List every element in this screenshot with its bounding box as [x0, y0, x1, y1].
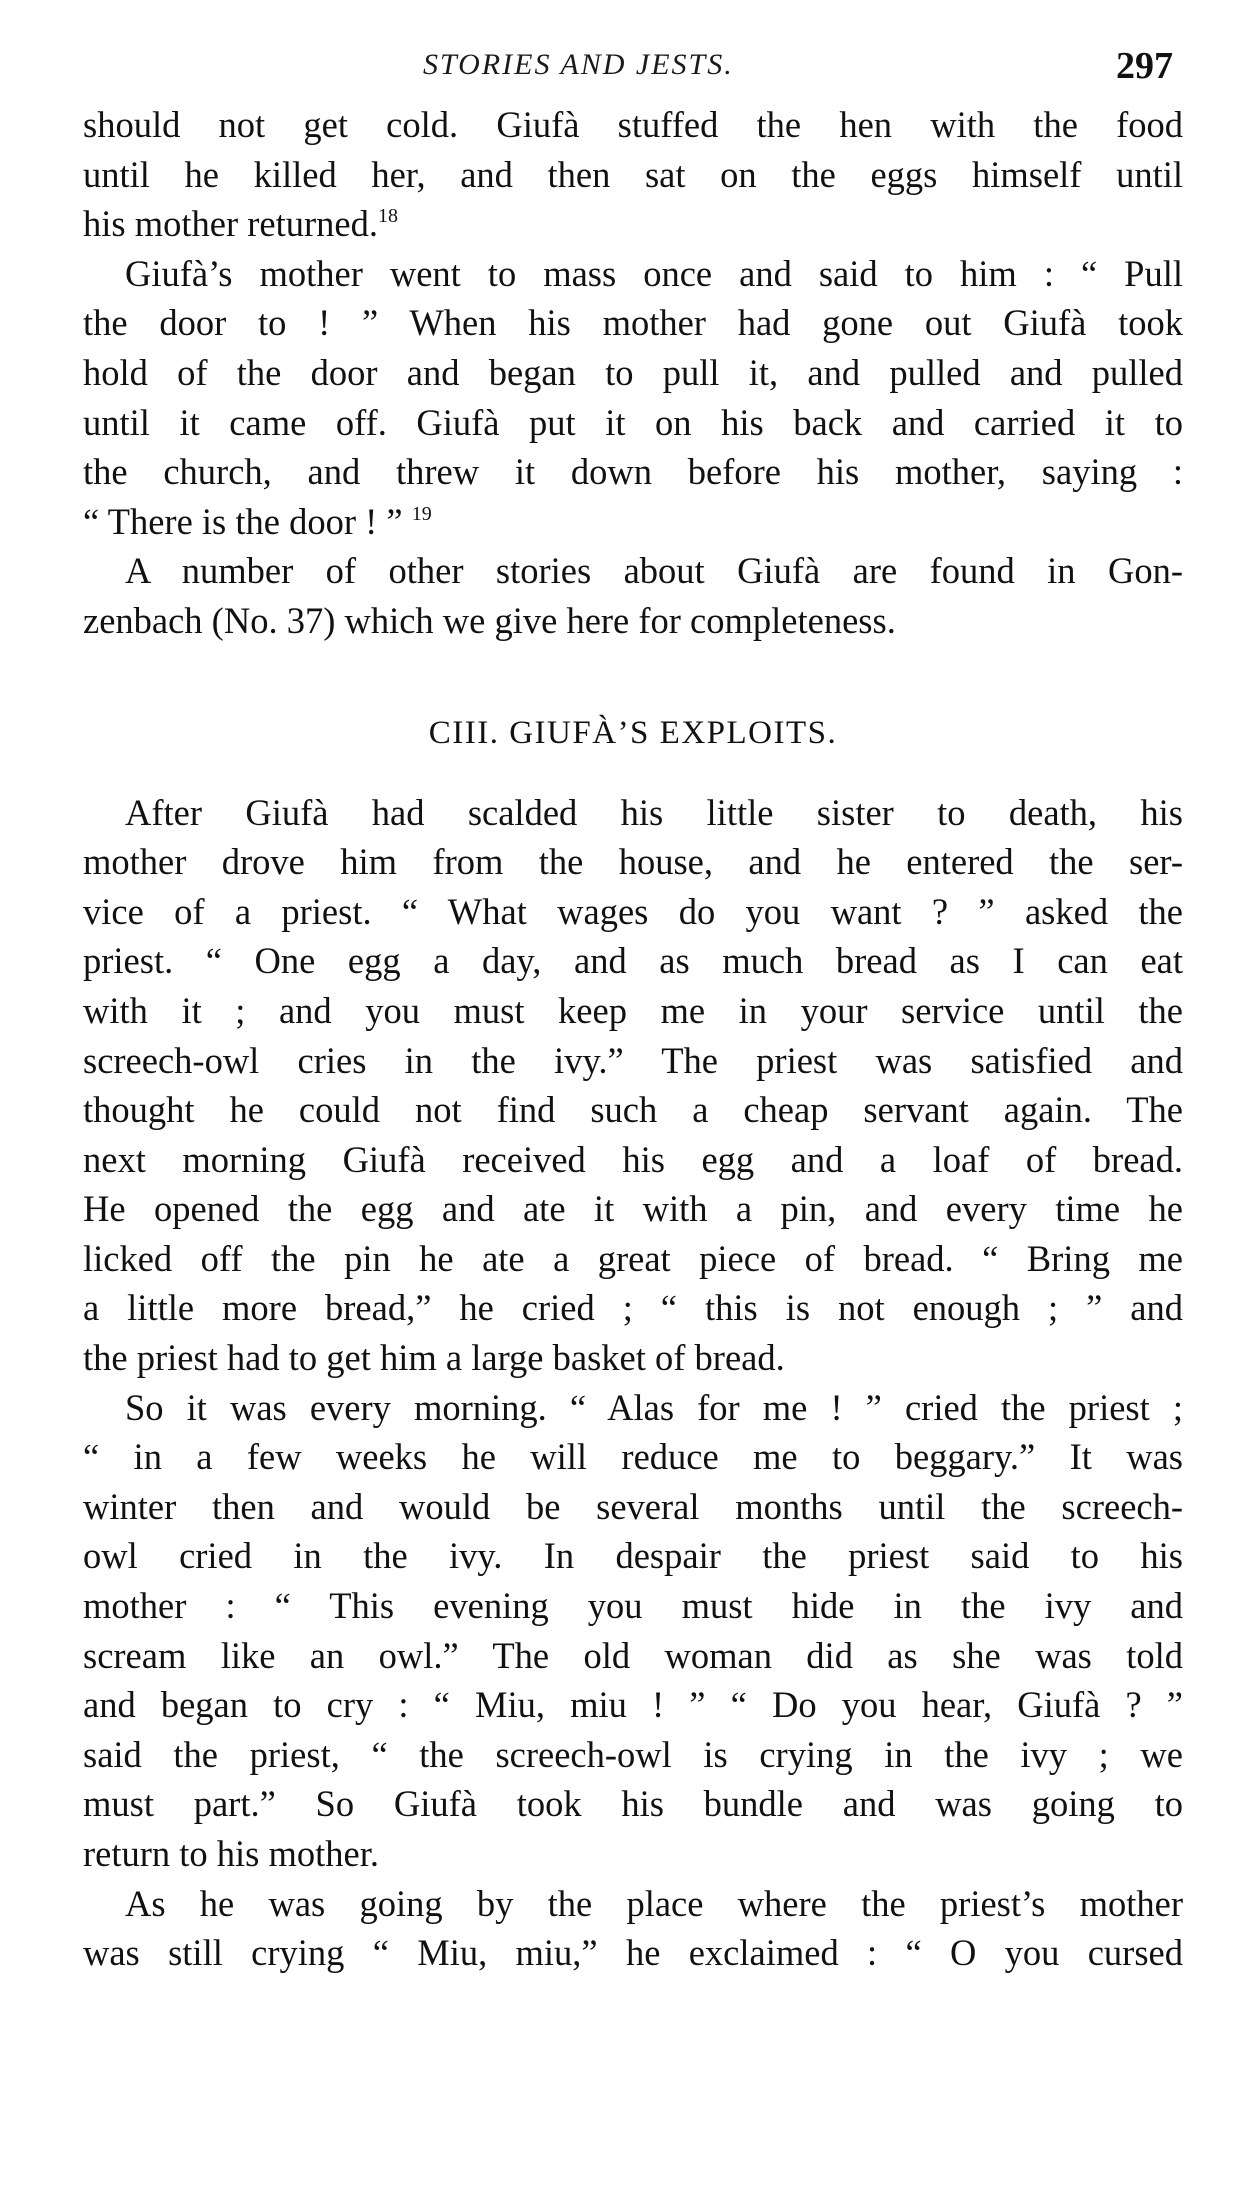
- text-line: “ in a few weeks he will reduce me to beggary.” It was: [83, 1436, 1183, 1478]
- footnote-ref: 18: [377, 205, 398, 228]
- text-line: should not get cold. Giufà stuffed the hen with the food: [83, 104, 1183, 145]
- paragraph-1: [83, 100, 1183, 249]
- text-line: Giufà’s mother went to mass once and said to him : “ Pull: [125, 252, 1183, 294]
- text-line: As he was going by the place where the priest’s mother: [125, 1882, 1183, 1924]
- section-title: CIII. GIUFÀ’S EXPLOITS.: [428, 714, 838, 751]
- text-line: So it was every morning. “ Alas for me ! ” cried the priest ;: [125, 1386, 1183, 1428]
- text-line: hold of the door and began to pull it, and pulled and pulled: [83, 351, 1183, 393]
- footnote-ref: 19: [411, 502, 432, 525]
- text-line: was still crying “ Miu, miu,” he exclaimed : “ O you cursed: [83, 1932, 1183, 1974]
- text-line: [83, 497, 1183, 547]
- text-line: screech-owl cries in the ivy.” The priest was satisfied and: [83, 1039, 1183, 1081]
- text-line: next morning Giufà received his egg and a loaf of bread.: [83, 1138, 1183, 1180]
- section-paragraph-1: [83, 788, 1183, 1383]
- text-line: the priest had to get him a large basket of bread.: [83, 1337, 785, 1379]
- section-paragraph-2: [83, 1383, 1183, 1879]
- text-line: mother drove him from the house, and he entered the ser-: [83, 841, 1183, 883]
- text-line: zenbach (No. 37) which we give here for completeness.: [83, 599, 896, 641]
- text-line: until he killed her, and then sat on the eggs himself until: [83, 153, 1183, 195]
- text-line: vice of a priest. “ What wages do you want ? ” asked the: [83, 890, 1183, 932]
- text-line: said the priest, “ the screech-owl is crying in the ivy ; we: [83, 1733, 1183, 1775]
- text-line-content: his mother returned.: [83, 203, 378, 245]
- text-line: the door to ! ” When his mother had gone out Giufà took: [83, 302, 1183, 344]
- book-page: [83, 40, 1183, 1978]
- text-line: scream like an owl.” The old woman did as she was told: [83, 1634, 1183, 1676]
- text-line: [83, 199, 1183, 249]
- section-paragraph-3: [83, 1879, 1183, 1978]
- text-line: He opened the egg and ate it with a pin, and every time he: [83, 1188, 1183, 1230]
- page-header: [83, 40, 1183, 100]
- text-line: until it came off. Giufà put it on his back and carried it to: [83, 401, 1183, 443]
- text-line-content: “ There is the door ! ”: [83, 500, 403, 542]
- text-line: owl cried in the ivy. In despair the priest said to his: [83, 1535, 1183, 1577]
- text-line: priest. “ One egg a day, and as much bread as I can eat: [83, 940, 1183, 982]
- text-line: a little more bread,” he cried ; “ this is not enough ; ” and: [83, 1287, 1183, 1329]
- paragraph-3: [83, 546, 1183, 645]
- text-line: mother : “ This evening you must hide in the ivy and: [83, 1585, 1183, 1627]
- text-line: licked off the pin he ate a great piece of bread. “ Bring me: [83, 1237, 1183, 1279]
- text-line: thought he could not find such a cheap servant again. The: [83, 1089, 1183, 1131]
- page-number: 297: [1116, 45, 1173, 87]
- text-line: After Giufà had scalded his little sister to death, his: [125, 791, 1183, 833]
- text-line: and began to cry : “ Miu, miu ! ” “ Do you hear, Giufà ? ”: [83, 1684, 1183, 1726]
- text-line: return to his mother.: [83, 1833, 380, 1874]
- text-line: the church, and threw it down before his mother, saying :: [83, 451, 1183, 493]
- text-line: winter then and would be several months until the screech-: [83, 1485, 1183, 1527]
- text-line: with it ; and you must keep me in your service until the: [83, 989, 1183, 1031]
- text-line: must part.” So Giufà took his bundle and was going to: [83, 1783, 1183, 1825]
- running-head: STORIES AND JESTS.: [423, 48, 734, 81]
- text-line: A number of other stories about Giufà are found in Gon-: [125, 550, 1183, 592]
- paragraph-2: [83, 249, 1183, 547]
